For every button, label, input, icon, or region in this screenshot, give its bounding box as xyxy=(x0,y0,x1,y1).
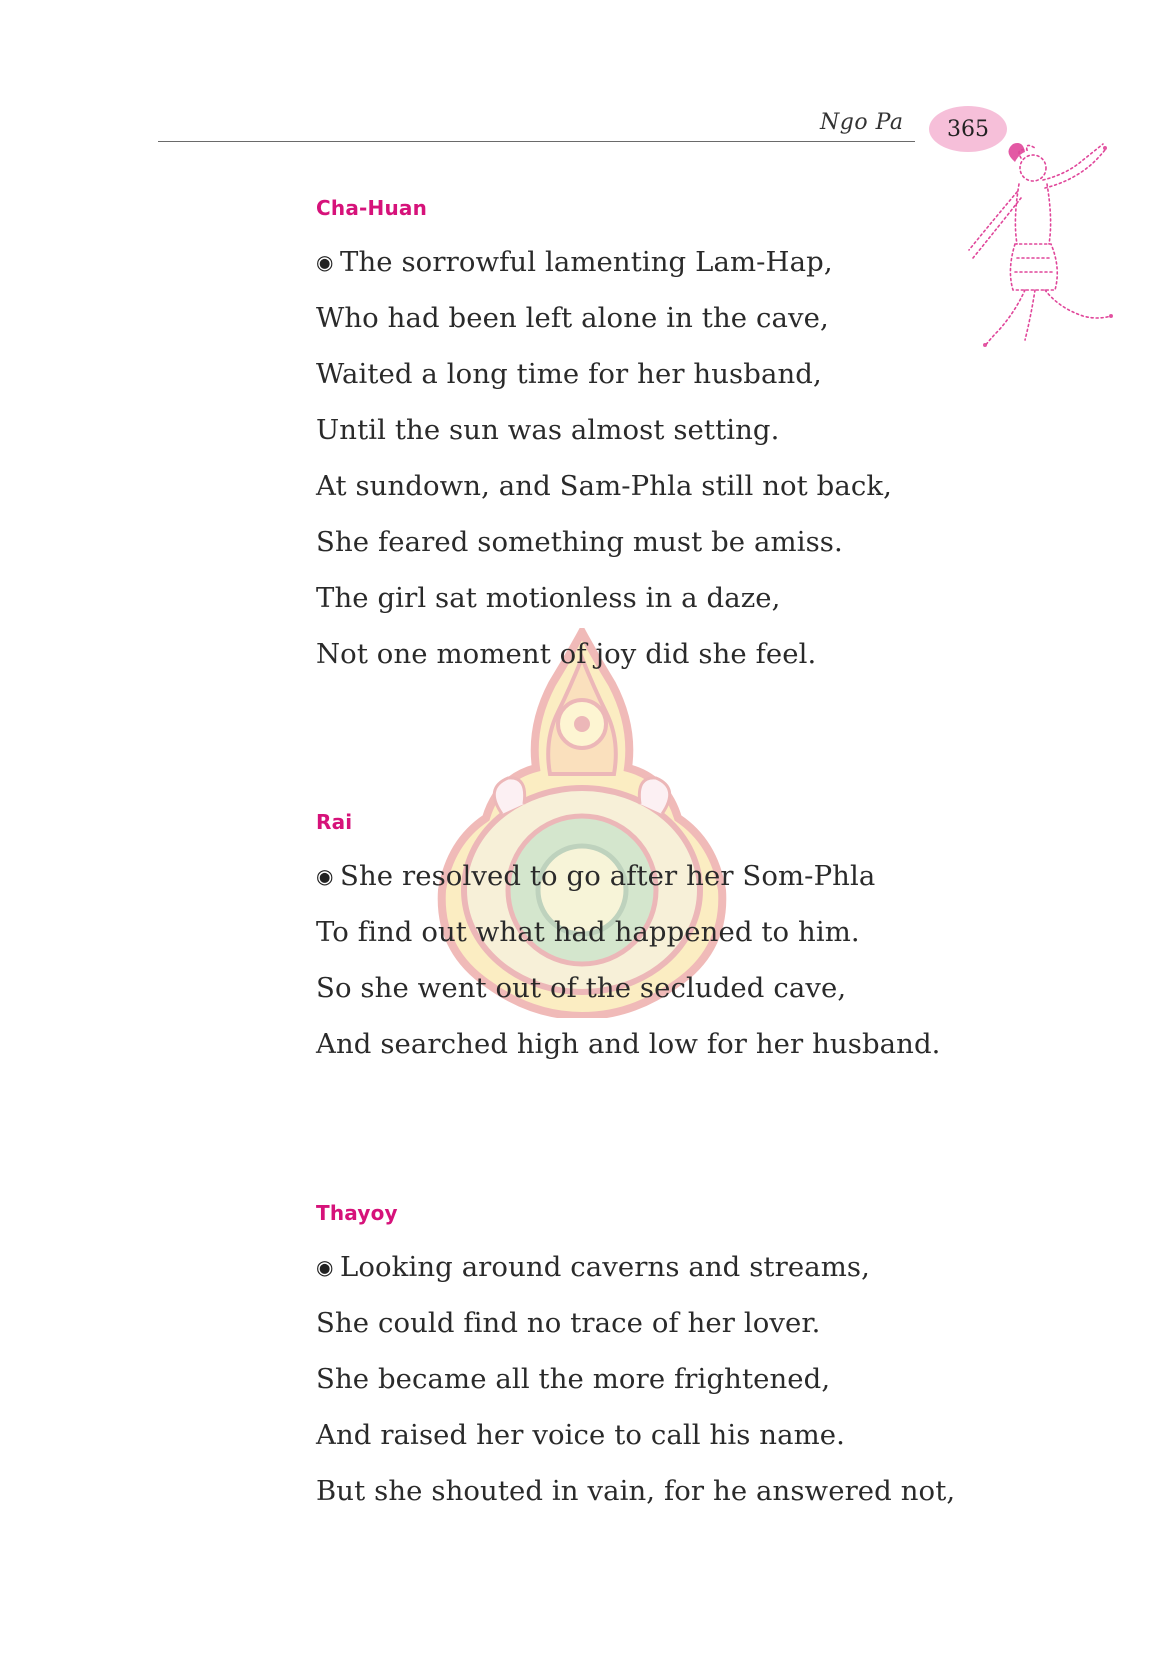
verse-line: She could find no trace of her lover. xyxy=(316,1307,821,1339)
verse-line: ◉ Looking around caverns and streams, xyxy=(316,1239,955,1295)
verse-line: Who had been left alone in the cave, xyxy=(316,302,829,334)
verse-line: And searched high and low for her husband. xyxy=(316,1028,941,1060)
bullet-icon: ◉ xyxy=(316,864,334,888)
verse-line: ◉ She resolved to go after her Som-Phla xyxy=(316,848,941,904)
page-number: 365 xyxy=(947,116,989,142)
verse-line: She feared something must be amiss. xyxy=(316,526,843,558)
verse-line: So she went out of the secluded cave, xyxy=(316,972,847,1004)
running-title: Ngo Pa xyxy=(820,110,904,135)
section-heading: Thayoy xyxy=(316,1201,398,1225)
verse-line: Not one moment of joy did she feel. xyxy=(316,638,817,670)
verse-line: She became all the more frightened, xyxy=(316,1363,831,1395)
section-heading: Rai xyxy=(316,810,353,834)
bullet-icon: ◉ xyxy=(316,250,334,274)
verse-line: The girl sat motionless in a daze, xyxy=(316,582,781,614)
section-heading: Cha-Huan xyxy=(316,196,428,220)
verse-block xyxy=(316,1239,955,1519)
header-rule xyxy=(158,141,915,142)
verse-line: Until the sun was almost setting. xyxy=(316,414,780,446)
verse-line: But she shouted in vain, for he answered not, xyxy=(316,1475,956,1507)
verse-line: Waited a long time for her husband, xyxy=(316,358,822,390)
verse-line: At sundown, and Sam-Phla still not back, xyxy=(316,470,892,502)
bullet-icon: ◉ xyxy=(316,1255,334,1279)
thai-dancer-icon xyxy=(955,140,1125,350)
verse-line: ◉ The sorrowful lamenting Lam-Hap, xyxy=(316,234,892,290)
verse-block xyxy=(316,234,892,682)
verse-line: To find out what had happened to him. xyxy=(316,916,860,948)
verse-block xyxy=(316,848,941,1072)
verse-line: And raised her voice to call his name. xyxy=(316,1419,845,1451)
